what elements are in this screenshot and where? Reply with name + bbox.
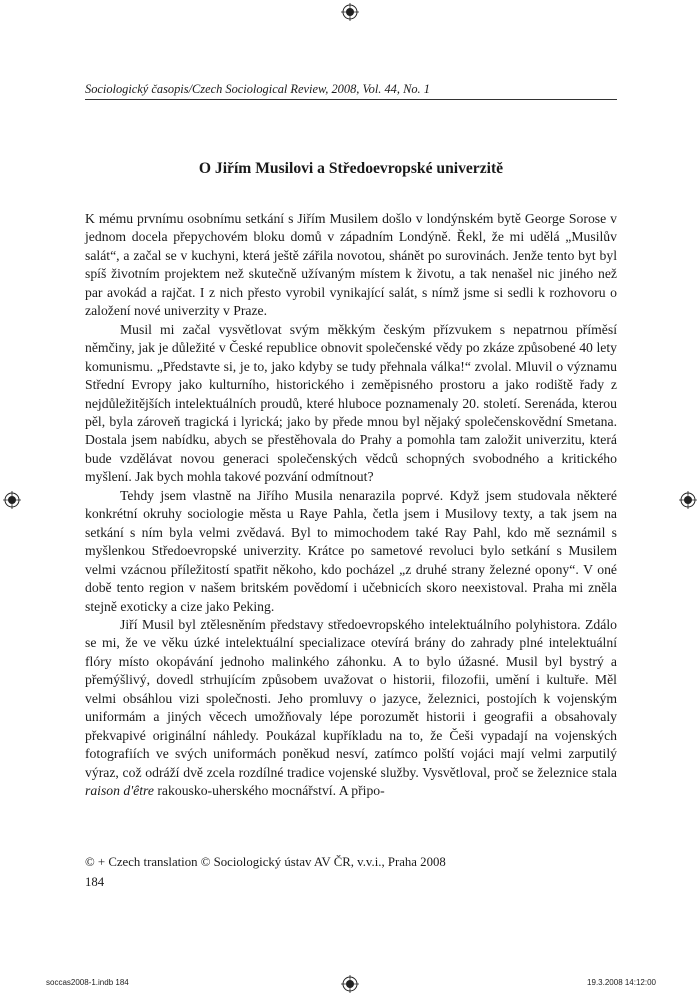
page-number: 184 [85,875,105,889]
paragraph-4-tail: rakousko-uherského mocnářství. A připo- [157,783,385,799]
paragraph-4 [85,616,617,801]
paragraph-1: K mému prvnímu osobnímu setkání s Jiřím Musilem došlo v londýnském bytě George Sorose v jednom docela přepychovém bloku domů v západním Londýně. Řekl, že mi udělá „Musilův salát“, a začal se v kuchyni, která ještě zářila novotou, shánět po surovinách. Jenže tento byt byl spíš životním projektem než skutečně užívaným místem k životu, a tak nenašel nic jiného než par avokád a rajčat. I z nich přesto vyrobil vynikající salát, s nímž jsme si sedli k rozhovoru o založení nové univerzity v Praze. [85,211,617,319]
paragraph-2: Musil mi začal vysvětlovat svým měkkým českým přízvukem s nepatrnou příměsí němčiny, jak je důležité v České republice obnovit společenské vědy po zkáze způsobené 40 lety komunismu. „Představte si, je to, jako kdyby se tudy přehnala válka!“ zvolal. Mluvil o významu Střední Evropy jako kulturního, historického i zeměpisného prostoru a jako rodiště řady z nejdůležitějších intelektuálních proudů, které hluboce poznamenaly 20. století. Serenáda, kterou pěl, byla zároveň tragická i lyrická; jako by přede mnou byl nějaký společenskovědní Smetana. Dostala jsem nabídku, abych se přestěhovala do Prahy a pomohla tam založit univerzitu, která bude vzdělávat novou generaci společenských vědců schopných svobodného a kritického myšlení. Jak bych mohla takové pozvání odmítnout? [85,321,617,485]
header-rule [85,99,617,100]
paragraph-4-text: Jiří Musil byl ztělesněním představy středoevropského intelektuálního polyhistora. Zdálo se mi, že ve věku úzké intelektuální specializace otevírá brány do zahrady plné intelektuální flóry místo okopávání jednoho malinkého záhonku. A to bylo úžasné. Musil byl bystrý a přemýšlivý, dovedl strhujícím způsobem uvažovat o historii, filozofii, umění i kultuře. Měl velmi obsáhlou vizi společnosti. Jeho promluvy o jazyce, železnici, postojích k vojenským uniformám a jiných věcech umožňovaly lépe porozumět historii i geografii a obsahovaly překvapivé originální náhledy. Poukázal kupříkladu na to, že Češi vypadají na vojenských fotografiích ve svých uniformách poněkud nesví, zatímco polští vojáci mají velmi zarputilý výraz, což odráží dvě zcela rozdílné tradice vojenské služby. Vysvětloval, proč se železnice stala [85,616,617,780]
italic-phrase: raison d'être [85,783,154,799]
copyright-notice: © + Czech translation © Sociologický ústav AV ČR, v.v.i., Praha 2008 [85,855,446,869]
print-slug-timestamp: 19.3.2008 14:12:00 [587,978,656,987]
paragraph-3: Tehdy jsem vlastně na Jiřího Musila nenarazila poprvé. Když jsem studovala některé konkrétní okruhy sociologie města u Raye Pahla, četla jsem i Musilovy texty, a tak jsem na setkání s ním byla velmi zvědavá. Byl to mimochodem také Ray Pahl, kdo mě seznámil s myšlenkou Středoevropské univerzity. Krátce po sametové revoluci bylo setkání s Musilem velmi vzácnou příležitostí spatřit někoho, kdo pocházel „z druhé strany železné opony“. V oné době tento region v našem britském povědomí i učebnicích skoro neexistoval. Praha mi zněla stejně exoticky a cize jako Peking. [85,487,617,614]
registration-mark-left-icon [3,491,21,509]
registration-mark-right-icon [679,491,697,509]
print-slug-file: soccas2008-1.indb 184 [46,978,129,987]
article-title: O Jiřím Musilovi a Středoevropské univerzitě [198,160,504,177]
registration-mark-bottom-icon [341,975,359,993]
running-head: Sociologický časopis/Czech Sociological Review, 2008, Vol. 44, No. 1 [85,82,430,96]
registration-mark-top-icon [341,3,359,21]
article-body [85,210,617,801]
